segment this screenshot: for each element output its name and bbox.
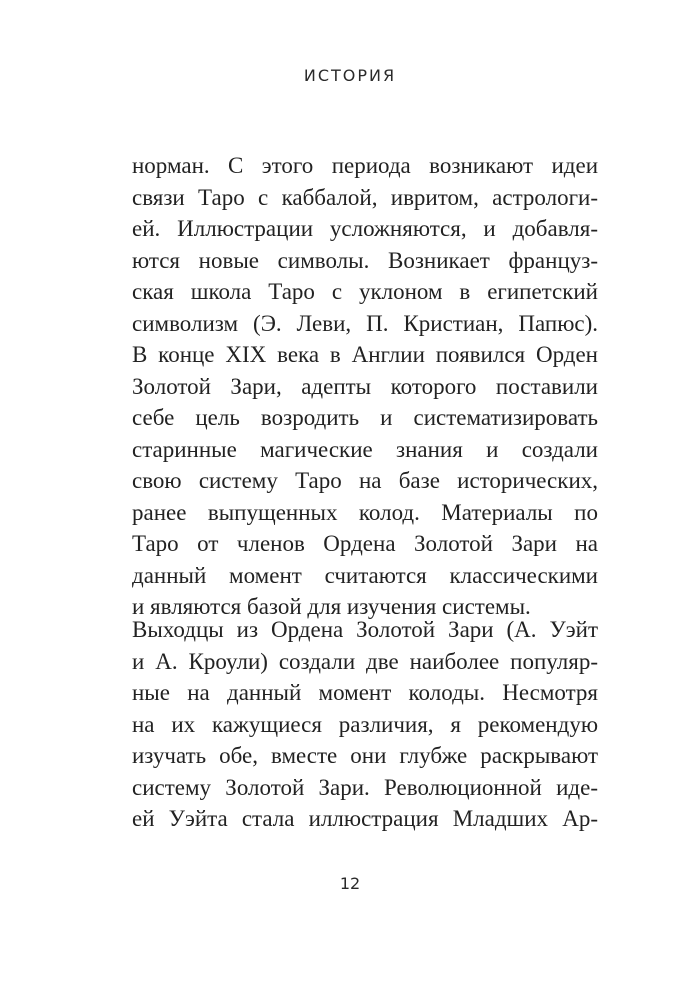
text-line: свою систему Таро на базе исторических,: [132, 468, 598, 493]
text-line: себе цель возродить и систематизировать: [132, 405, 598, 430]
text-line: на их кажущиеся различия, я рекомендую: [132, 711, 598, 737]
text-line: ей. Иллюстрации усложняются, и добавля-: [132, 216, 598, 241]
text-line: ранее выпущенных колод. Материалы по: [132, 499, 598, 525]
text-line: норман. С этого периода возникают идеи: [132, 153, 598, 178]
text-line: ская школа Таро с уклоном в египетский: [132, 279, 598, 304]
paragraph-2: [132, 614, 598, 835]
text-line: Выходцы из Ордена Золотой Зари (А. Уэйт: [132, 617, 598, 642]
text-line: ные на данный момент колоды. Несмотря: [132, 680, 598, 705]
text-line: ей Уэйта стала иллюстрация Младших Ар-: [132, 806, 598, 831]
text-line: символизм (Э. Леви, П. Кристиан, Папюс).: [132, 310, 598, 336]
text-line: Таро от членов Ордена Золотой Зари на: [132, 531, 598, 556]
text-line: данный момент считаются классическими: [132, 562, 598, 588]
paragraph-1: [132, 150, 598, 623]
text-line: и А. Кроули) создали две наиболее популяр-: [132, 648, 598, 674]
text-line: изучать обе, вместе они глубже раскрывают: [132, 743, 598, 768]
text-line: ются новые символы. Возникает француз-: [132, 247, 598, 273]
running-header: ИСТОРИЯ: [303, 66, 397, 85]
text-line: Золотой Зари, адепты которого поставили: [132, 373, 598, 399]
text-line: систему Золотой Зари. Революционной иде-: [132, 774, 598, 800]
text-line: связи Таро с каббалой, ивритом, астрологи-: [132, 184, 598, 210]
text-line: В конце XIX века в Англии появился Орден: [132, 342, 598, 367]
text-line: старинные магические знания и создали: [132, 436, 598, 462]
page-number: 12: [339, 874, 361, 893]
text-line: и являются базой для изучения системы.: [132, 594, 531, 619]
